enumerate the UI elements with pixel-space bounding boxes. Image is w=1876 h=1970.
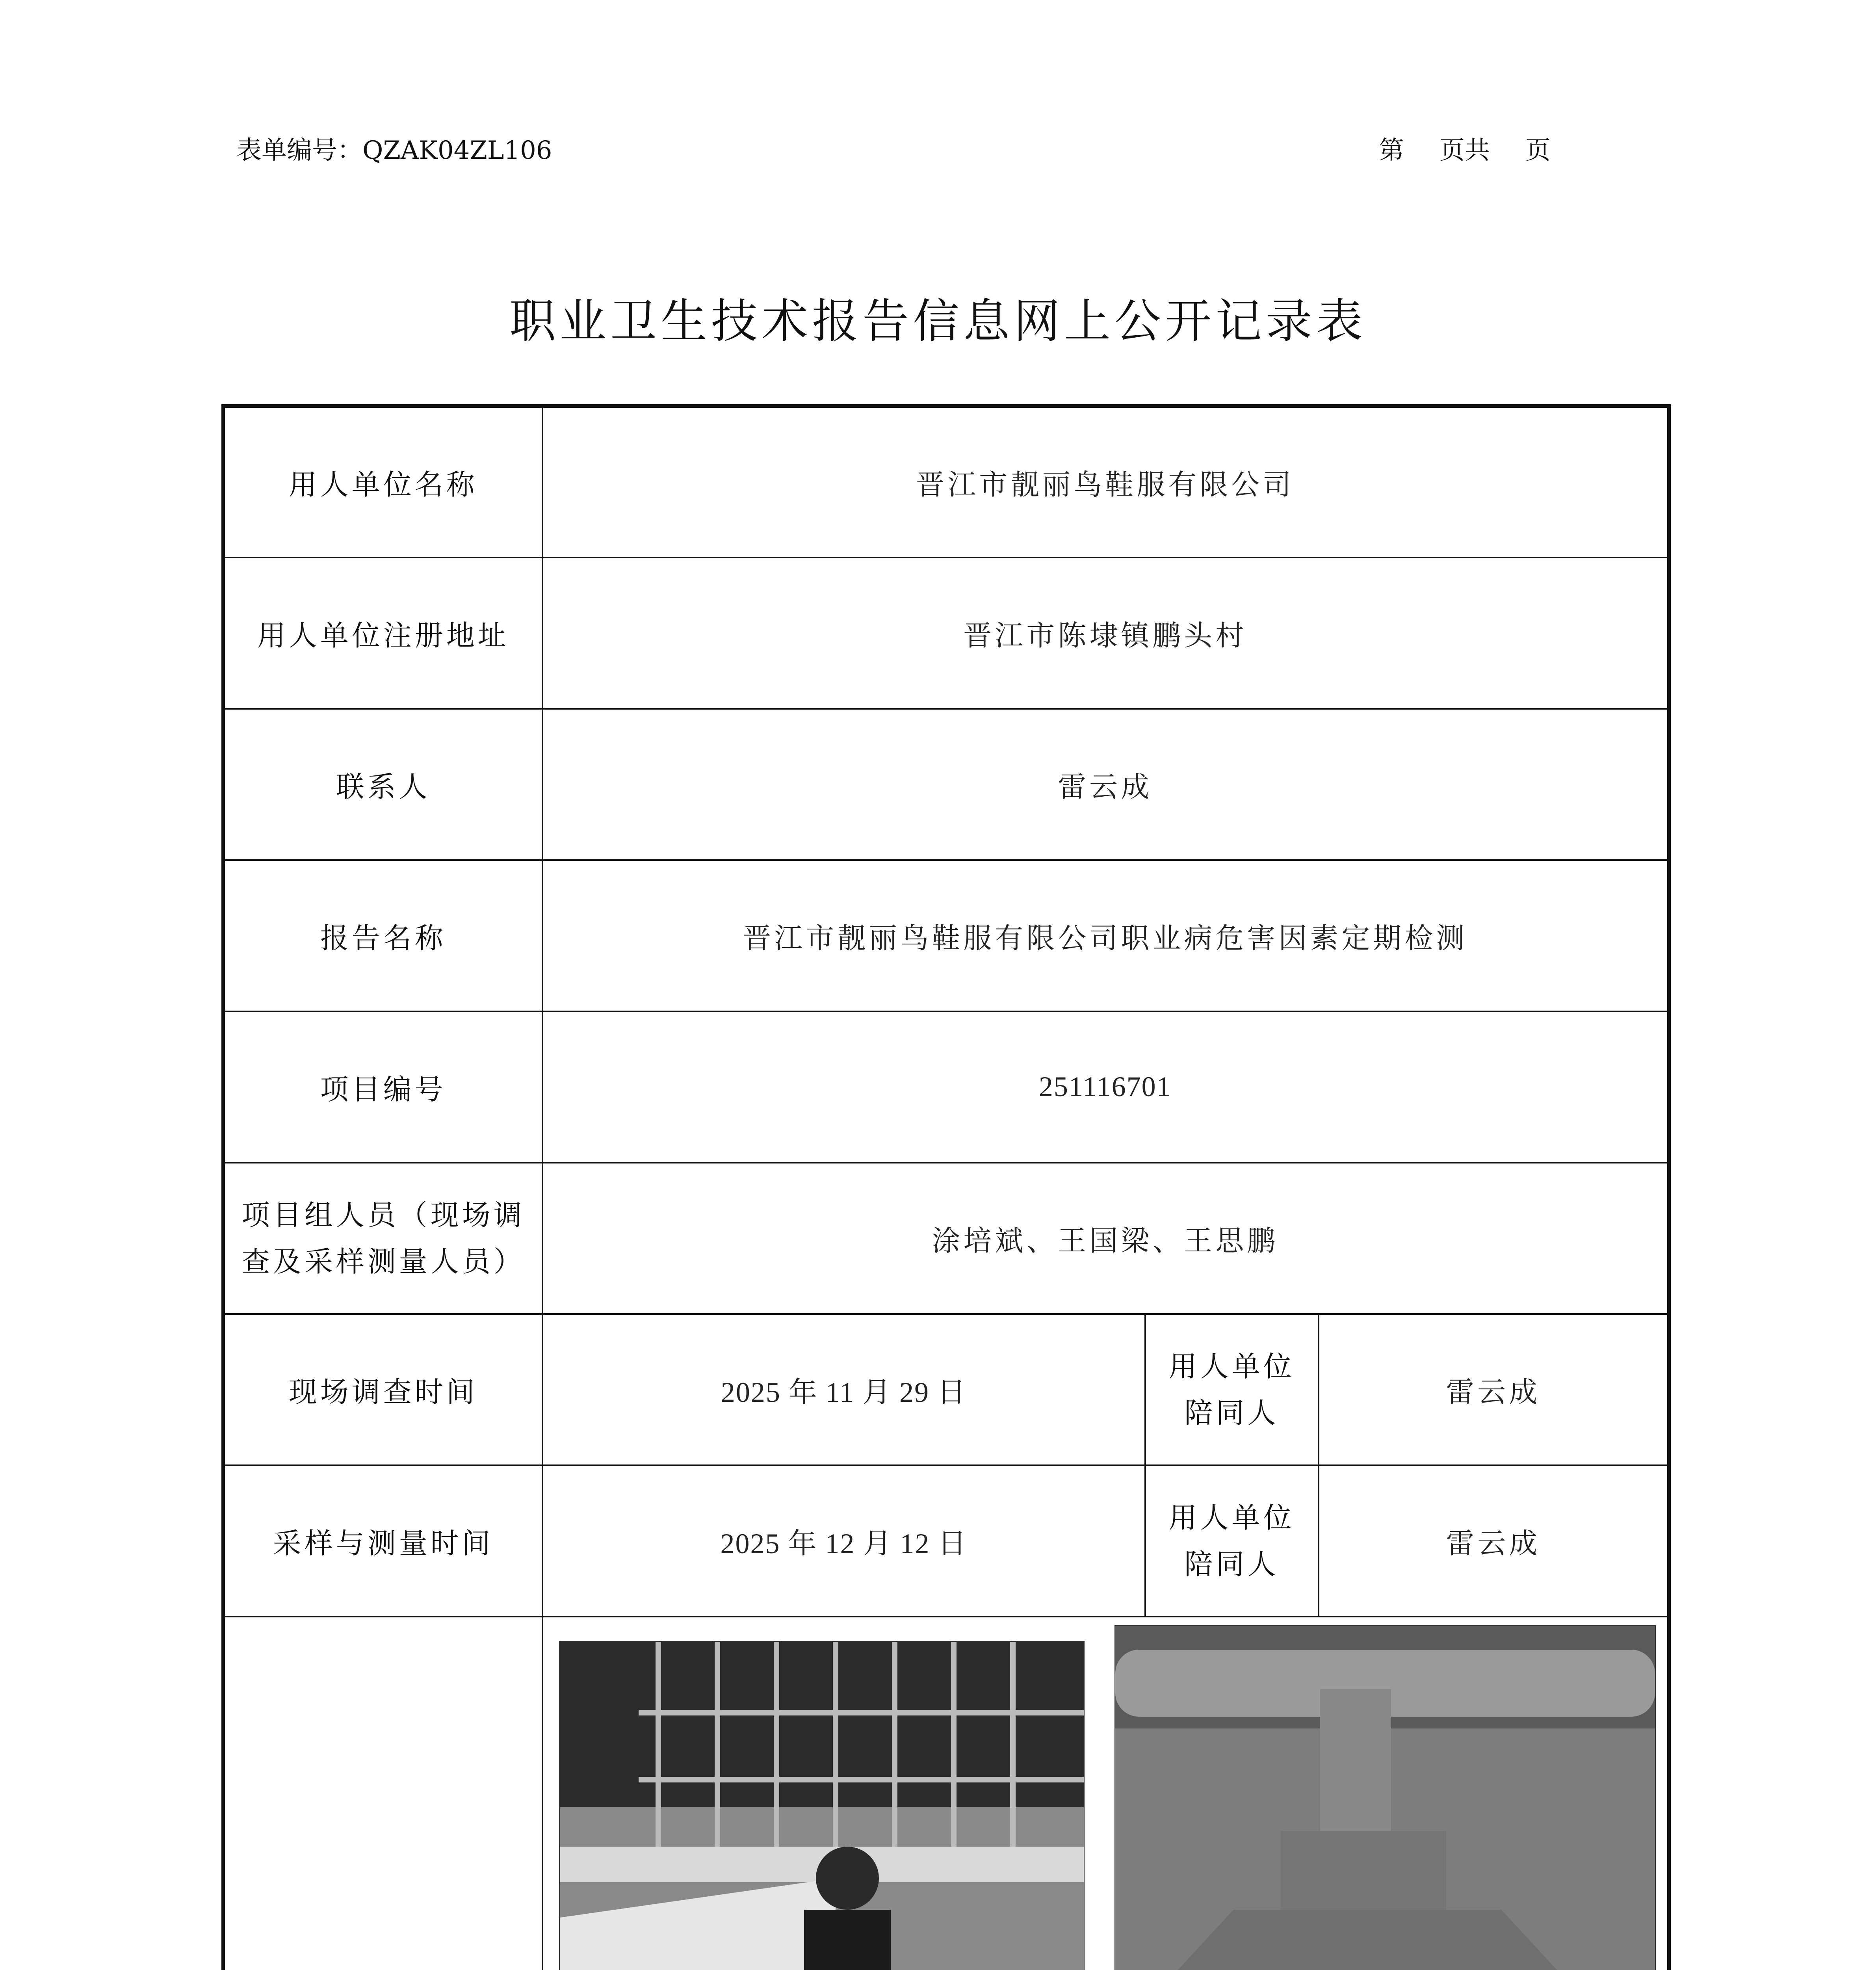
row-contact (223, 709, 1669, 860)
team-value: 涂培斌、王国梁、王思鹏 (542, 1163, 1669, 1314)
sampling-companion-label (1145, 1465, 1319, 1617)
contact-value: 雷云成 (542, 709, 1669, 860)
project-no-value: 251116701 (542, 1011, 1669, 1163)
page-info-2: 页共 (1440, 136, 1490, 165)
sampling-companion-label-line1: 用人单位 (1168, 1501, 1295, 1534)
page-info-1: 第 (1379, 136, 1404, 165)
unit-name-value: 晋江市靓丽鸟鞋服有限公司 (542, 406, 1669, 558)
sampling-companion-value: 雷云成 (1319, 1465, 1669, 1617)
survey-companion-value: 雷云成 (1319, 1314, 1669, 1465)
site-photo-1 (559, 1641, 1085, 1970)
row-photos (223, 1617, 1669, 1970)
survey-companion-label-line2: 陪同人 (1184, 1396, 1279, 1429)
sampling-companion-label-line2: 陪同人 (1184, 1547, 1279, 1581)
survey-time-value: 2025 年 11 月 29 日 (542, 1314, 1145, 1465)
unit-name-label: 用人单位名称 (223, 406, 542, 558)
survey-time-label: 现场调查时间 (223, 1314, 542, 1465)
unit-address-label: 用人单位注册地址 (223, 558, 542, 709)
report-name-label: 报告名称 (223, 860, 542, 1011)
unit-address-value: 晋江市陈埭镇鹏头村 (542, 558, 1669, 709)
record-table (221, 404, 1671, 1970)
row-report-name (223, 860, 1669, 1011)
site-photo-2 (1114, 1625, 1656, 1970)
row-sampling-time (223, 1465, 1669, 1617)
page-info (1379, 130, 1586, 166)
photos-label (223, 1617, 542, 1970)
row-unit-name (223, 406, 1669, 558)
survey-companion-label-line1: 用人单位 (1168, 1349, 1295, 1383)
team-label (223, 1163, 542, 1314)
photos-cell (542, 1617, 1669, 1970)
form-number: 表单编号：QZAK04ZL106 (236, 136, 552, 165)
survey-companion-label (1145, 1314, 1319, 1465)
sampling-time-label: 采样与测量时间 (223, 1465, 542, 1617)
team-label-line2: 查及采样测量人员） (241, 1245, 525, 1278)
row-team (223, 1163, 1669, 1314)
row-unit-address (223, 558, 1669, 709)
team-label-line1: 项目组人员（现场调 (241, 1198, 525, 1232)
project-no-label: 项目编号 (223, 1011, 542, 1163)
contact-label: 联系人 (223, 709, 542, 860)
report-name-value: 晋江市靓丽鸟鞋服有限公司职业病危害因素定期检测 (542, 860, 1669, 1011)
sampling-time-value: 2025 年 12 月 12 日 (542, 1465, 1145, 1617)
page-title: 职业卫生技术报告信息网上公开记录表 (509, 294, 1367, 348)
page-info-3: 页 (1525, 136, 1551, 165)
row-survey-time (223, 1314, 1669, 1465)
row-project-no (223, 1011, 1669, 1163)
